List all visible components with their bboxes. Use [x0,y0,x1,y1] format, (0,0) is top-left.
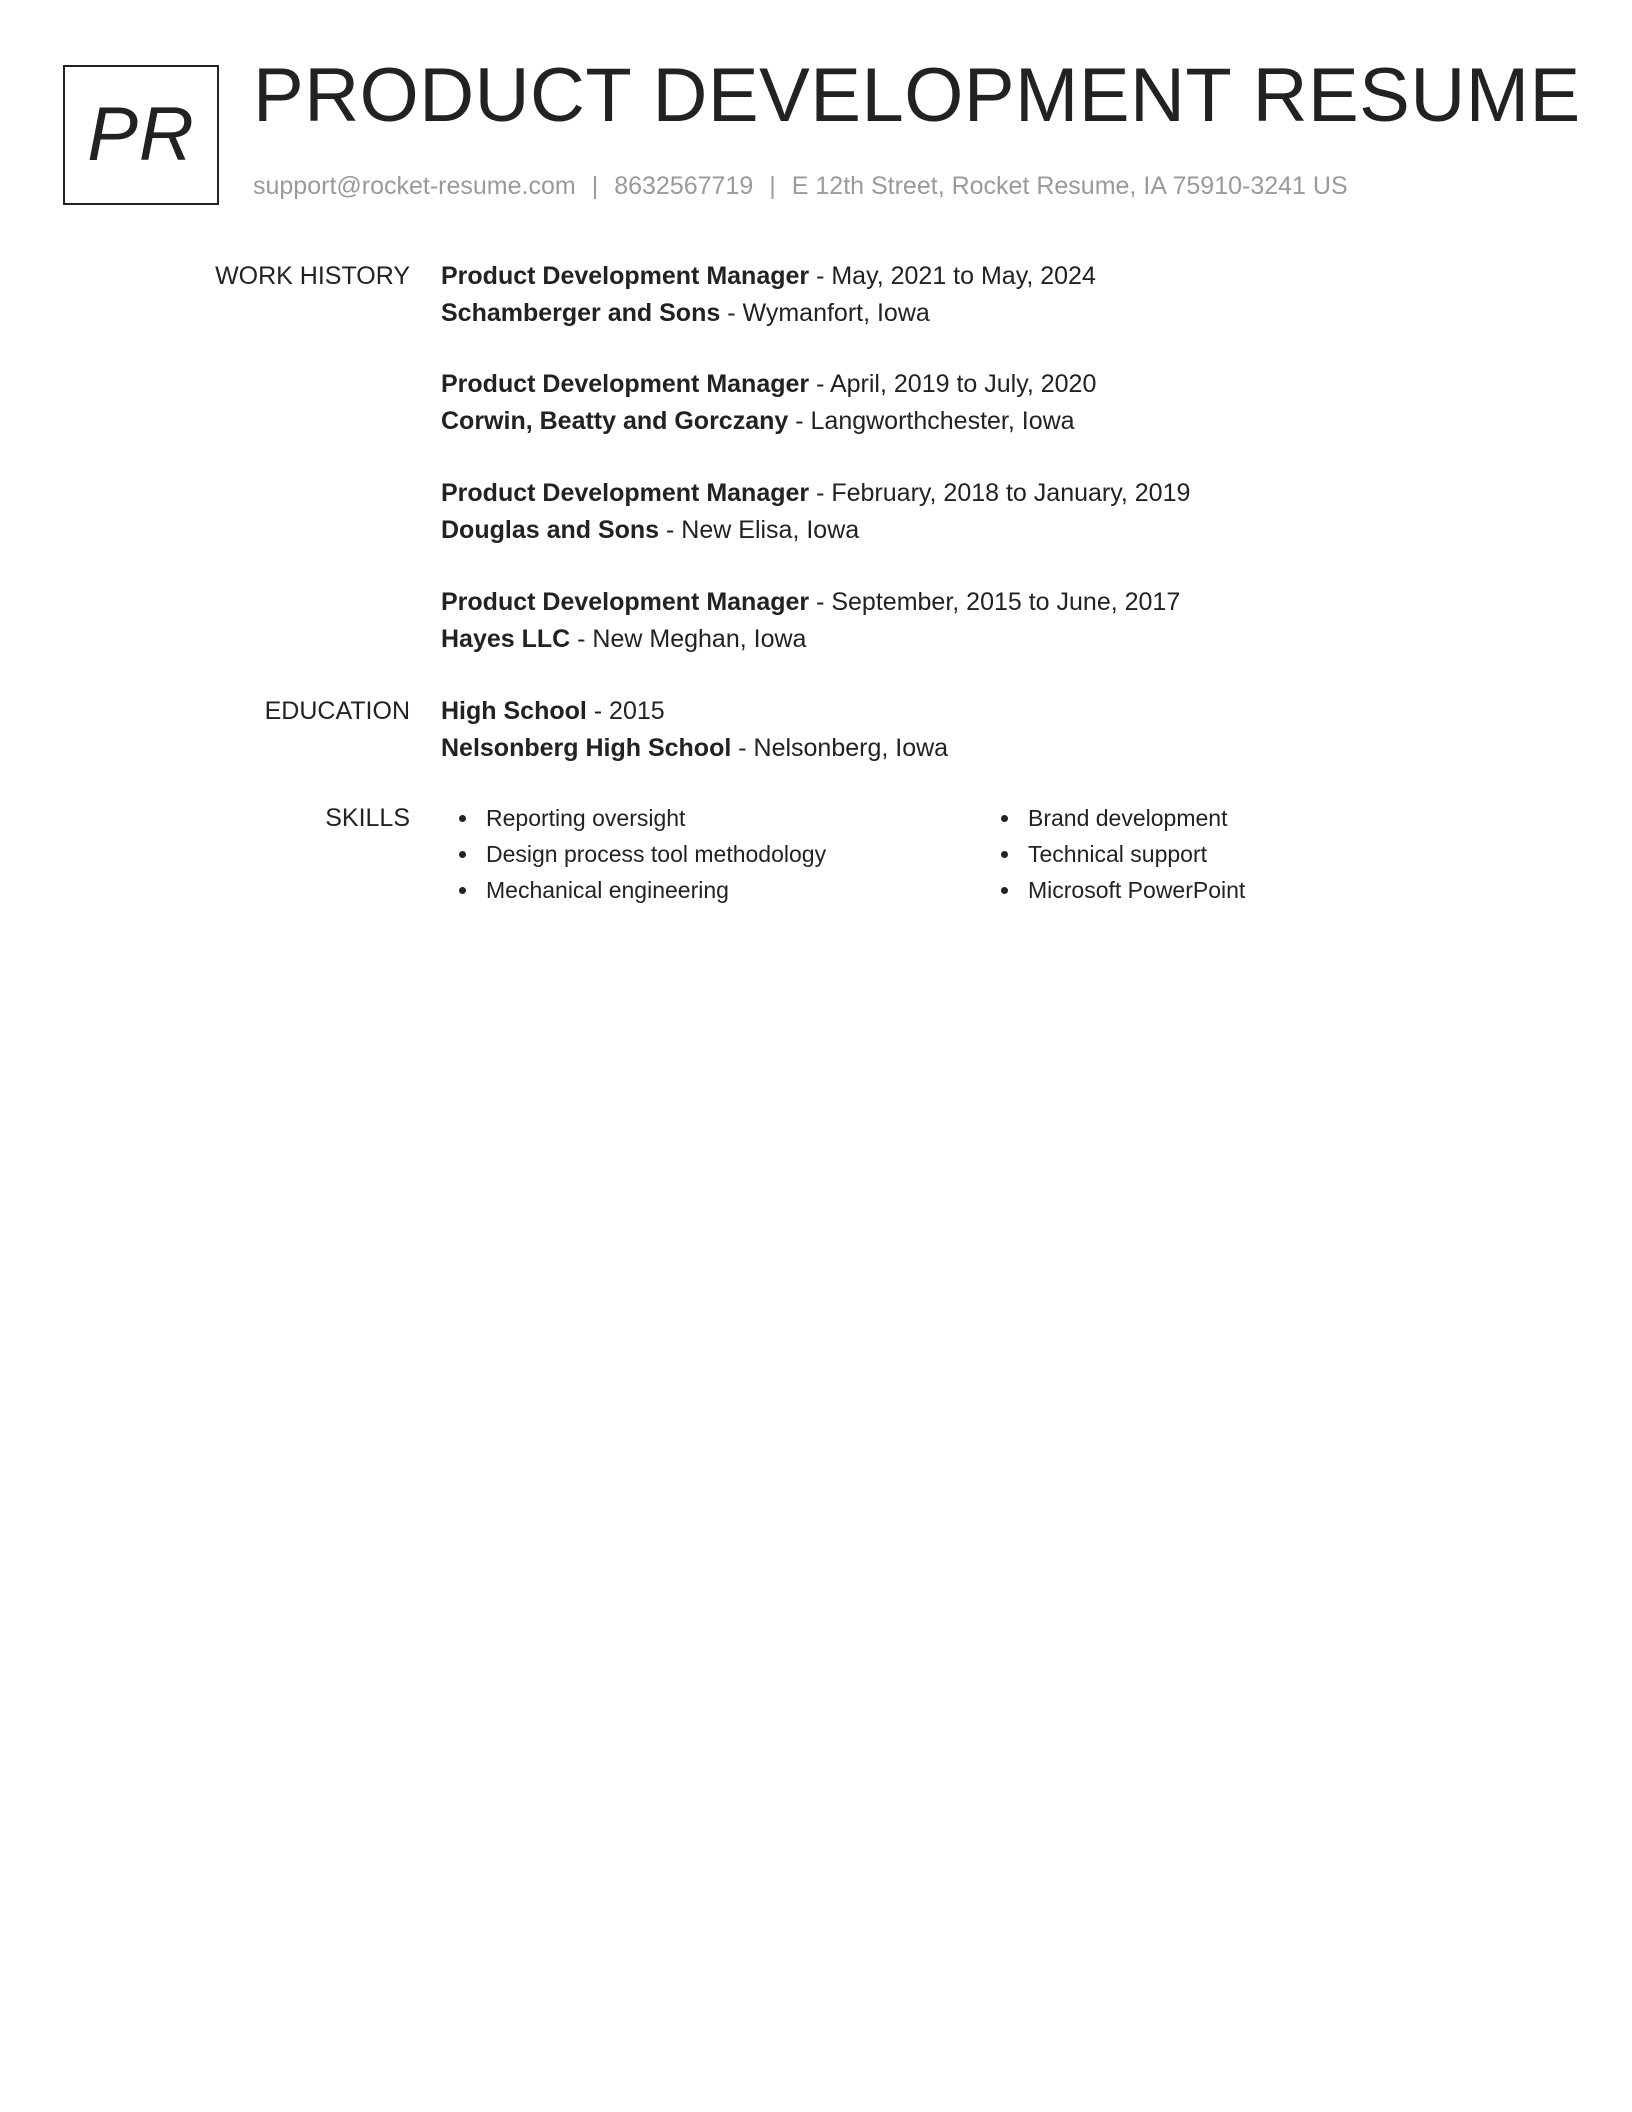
job-company-line [441,301,930,326]
skill-item: Technical support [985,836,1245,872]
job-company: Schamberger and Sons [441,299,721,327]
resume-title: PRODUCT DEVELOPMENT RESUME [253,53,1581,138]
job-company: Douglas and Sons [441,516,660,544]
education-school: Nelsonberg High School [441,734,732,762]
job-dates: - April, 2019 to July, 2020 [809,370,1097,398]
job-title-line [441,590,1180,615]
education-degree: High School [441,697,587,725]
education-year: - 2015 [586,697,665,725]
education-degree-line [441,699,665,724]
job-title-line [441,481,1190,506]
job-company: Hayes LLC [441,625,571,653]
skill-item: Brand development [985,800,1245,836]
job-company-line [441,518,859,543]
section-label-skills: SKILLS [325,804,410,832]
job-location: - Langworthchester, Iowa [788,407,1075,435]
monogram-box [63,65,219,205]
skill-item: Mechanical engineering [443,872,826,908]
contact-line [253,174,1348,199]
contact-email: support@rocket-resume.com [253,172,576,200]
monogram-initials: PR [87,92,195,177]
section-label-education: EDUCATION [264,697,410,725]
skill-item: Reporting oversight [443,800,826,836]
job-dates: - September, 2015 to June, 2017 [809,588,1181,616]
skills-list-right [985,800,1245,908]
job-company-line [441,409,1075,434]
education-location: - Nelsonberg, Iowa [731,734,949,762]
job-company: Corwin, Beatty and Gorczany [441,407,789,435]
contact-phone: 8632567719 [614,172,754,200]
job-company-line [441,627,806,652]
skills-list-left [443,800,826,908]
job-title: Product Development Manager [441,479,810,507]
job-location: - New Meghan, Iowa [570,625,807,653]
skill-item: Microsoft PowerPoint [985,872,1245,908]
contact-address: E 12th Street, Rocket Resume, IA 75910-3241 US [791,172,1348,200]
education-school-line [441,736,948,761]
job-dates: - February, 2018 to January, 2019 [809,479,1191,507]
job-title: Product Development Manager [441,370,810,398]
job-title-line [441,372,1096,397]
job-title: Product Development Manager [441,588,810,616]
contact-separator: | [769,172,776,200]
section-label-work-history: WORK HISTORY [215,262,410,290]
job-location: - New Elisa, Iowa [659,516,860,544]
skill-item: Design process tool methodology [443,836,826,872]
job-location: - Wymanfort, Iowa [720,299,930,327]
contact-separator: | [591,172,599,200]
job-title: Product Development Manager [441,262,810,290]
job-title-line [441,264,1096,289]
job-dates: - May, 2021 to May, 2024 [809,262,1096,290]
